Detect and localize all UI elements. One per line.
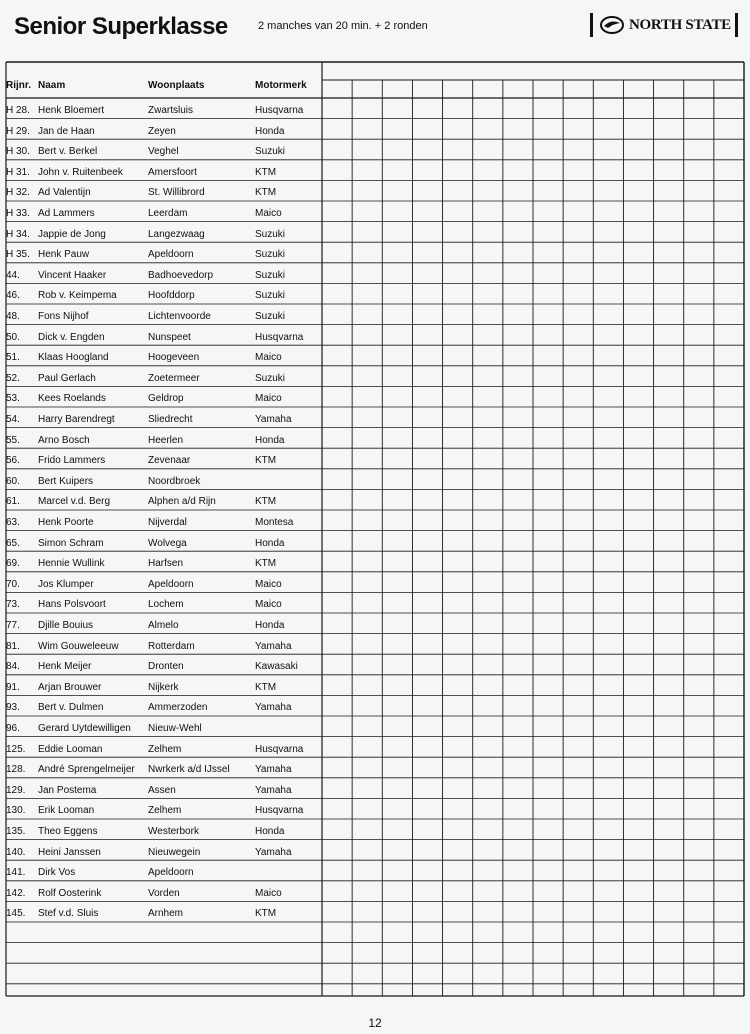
table-row — [0, 513, 322, 533]
rider-hometown: Nwrkerk a/d IJssel — [148, 764, 230, 776]
rider-name: Djille Bouius — [38, 620, 94, 631]
table-row — [0, 904, 322, 924]
rider-name: Dirk Vos — [38, 867, 76, 879]
page-title: Senior Superklasse — [14, 13, 228, 40]
rider-motorcycle: Honda — [255, 537, 285, 549]
rider-motorcycle: Maico — [255, 578, 282, 590]
rider-hometown: Zwartsluis — [148, 105, 194, 116]
rider-hometown: Sliedrecht — [148, 414, 193, 425]
rider-number: 44. — [6, 269, 20, 281]
table-row — [0, 410, 322, 430]
rider-name: Henk Bloemert — [38, 105, 105, 116]
sponsor-logo-text: NORTH STATE — [629, 16, 731, 33]
rider-motorcycle: Husqvarna — [255, 105, 304, 116]
table-row — [0, 369, 322, 389]
rider-hometown: Heerlen — [148, 434, 184, 446]
rider-motorcycle: Maico — [255, 599, 282, 611]
rider-number: 63. — [6, 517, 20, 528]
table-row — [0, 451, 322, 471]
table-row — [0, 698, 322, 718]
rider-name: Hans Polsvoort — [38, 599, 106, 611]
column-header-rijnr: Rijnr. — [6, 80, 32, 91]
rider-name: Jos Klumper — [38, 578, 94, 590]
rider-hometown: Nieuwegein — [148, 846, 201, 858]
rider-motorcycle: KTM — [255, 166, 277, 178]
rider-motorcycle: Yamaha — [255, 846, 292, 858]
rider-motorcycle: Honda — [255, 434, 285, 446]
table-row — [0, 595, 322, 615]
rider-number: 70. — [6, 578, 20, 590]
rider-name: Bert Kuipers — [38, 475, 94, 487]
rider-name: Bert v. Dulmen — [38, 702, 104, 714]
rider-motorcycle: Husqvarna — [255, 331, 304, 343]
rider-name: Stef v.d. Sluis — [38, 908, 99, 920]
rider-name: Henk Poorte — [38, 517, 94, 528]
rider-number: H 30. — [6, 146, 30, 158]
rider-hometown: Almelo — [148, 620, 179, 631]
table-row — [0, 307, 322, 327]
table-row — [0, 637, 322, 657]
rider-name: Simon Schram — [38, 537, 104, 549]
table-row — [0, 678, 322, 698]
rider-number: 93. — [6, 702, 20, 714]
rider-hometown: Apeldoorn — [148, 578, 194, 590]
table-row — [0, 163, 322, 183]
table-row — [0, 884, 322, 904]
rider-name: Arno Bosch — [38, 434, 90, 446]
rider-hometown: Hoofddorp — [148, 290, 195, 302]
rider-name: Heini Janssen — [38, 846, 101, 858]
column-header-motormerk: Motormerk — [255, 80, 307, 91]
rider-hometown: Nijverdal — [148, 517, 187, 528]
rider-hometown: Geldrop — [148, 393, 184, 405]
rider-name: Arjan Brouwer — [38, 681, 102, 693]
table-row — [0, 328, 322, 348]
rider-number: 61. — [6, 496, 20, 508]
rider-number: 135. — [6, 826, 26, 837]
rider-number: 51. — [6, 352, 20, 364]
rider-motorcycle: Suzuki — [255, 269, 286, 281]
rider-hometown: Vorden — [148, 887, 180, 899]
rider-motorcycle: KTM — [255, 187, 277, 199]
table-row — [0, 389, 322, 409]
table-row — [0, 142, 322, 162]
rider-hometown: St. Willibrord — [148, 187, 205, 199]
rider-hometown: Rotterdam — [148, 640, 195, 652]
rider-motorcycle: Suzuki — [255, 146, 286, 158]
rider-number: H 34. — [6, 228, 30, 240]
rider-number: 46. — [6, 290, 20, 302]
table-row — [0, 801, 322, 821]
table-row — [0, 472, 322, 492]
rider-number: 53. — [6, 393, 20, 405]
table-row — [0, 431, 322, 451]
rider-name: Paul Gerlach — [38, 372, 96, 384]
rider-hometown: Nunspeet — [148, 331, 191, 343]
rider-hometown: Apeldoorn — [148, 249, 194, 261]
rider-number: H 29. — [6, 125, 30, 137]
rider-name: Rolf Oosterink — [38, 887, 102, 899]
rider-name: John v. Ruitenbeek — [38, 166, 123, 178]
table-row — [0, 225, 322, 245]
rider-number: 96. — [6, 723, 20, 734]
rider-number: 129. — [6, 784, 26, 796]
table-row — [0, 348, 322, 368]
rider-name: Wim Gouweleeuw — [38, 640, 119, 652]
table-row — [0, 760, 322, 780]
table-row — [0, 554, 322, 574]
table-row — [0, 740, 322, 760]
rider-motorcycle: Yamaha — [255, 764, 292, 776]
rider-hometown: Zeyen — [148, 125, 176, 137]
rider-motorcycle: Honda — [255, 826, 285, 837]
rider-hometown: Westerbork — [148, 826, 199, 837]
rider-hometown: Dronten — [148, 661, 184, 673]
rider-motorcycle: KTM — [255, 908, 277, 920]
rider-motorcycle: Husqvarna — [255, 805, 304, 817]
rider-motorcycle: Suzuki — [255, 249, 286, 261]
rider-name: Eddie Looman — [38, 743, 103, 755]
rider-name: Jan Postema — [38, 784, 97, 796]
rider-motorcycle: Kawasaki — [255, 661, 298, 673]
column-header-naam: Naam — [38, 80, 66, 91]
rider-name: Bert v. Berkel — [38, 146, 98, 158]
rider-name: Henk Pauw — [38, 249, 90, 261]
rider-motorcycle: KTM — [255, 681, 277, 693]
rider-name: Erik Looman — [38, 805, 95, 817]
rider-number: 77. — [6, 620, 20, 631]
rider-number: H 32. — [6, 187, 30, 199]
rider-name: Jan de Haan — [38, 125, 95, 137]
rider-number: 142. — [6, 887, 26, 899]
rider-hometown: Alphen a/d Rijn — [148, 496, 216, 508]
table-row — [0, 122, 322, 142]
rider-number: 73. — [6, 599, 20, 611]
rider-name: Dick v. Engden — [38, 331, 105, 343]
rider-hometown: Zevenaar — [148, 455, 191, 467]
table-row — [0, 534, 322, 554]
rider-hometown: Arnhem — [148, 908, 184, 920]
rider-number: 91. — [6, 681, 20, 693]
rider-hometown: Badhoevedorp — [148, 269, 214, 281]
rider-number: 54. — [6, 414, 20, 425]
rider-name: Fons Nijhof — [38, 311, 89, 322]
rider-number: 81. — [6, 640, 20, 652]
column-header-woonplaats: Woonplaats — [148, 80, 205, 91]
rider-motorcycle: Honda — [255, 620, 285, 631]
rider-name: Jappie de Jong — [38, 228, 106, 240]
rider-number: 130. — [6, 805, 26, 817]
rider-name: Ad Valentijn — [38, 187, 91, 199]
rider-motorcycle: Suzuki — [255, 311, 286, 322]
rider-motorcycle: Yamaha — [255, 702, 292, 714]
rider-motorcycle: Honda — [255, 125, 285, 137]
rider-motorcycle: Yamaha — [255, 414, 292, 425]
rider-number: H 33. — [6, 208, 30, 219]
table-row — [0, 204, 322, 224]
rider-number: 141. — [6, 867, 26, 879]
rider-number: 140. — [6, 846, 26, 858]
rider-name: Theo Eggens — [38, 826, 98, 837]
rider-hometown: Nieuw-Wehl — [148, 723, 202, 734]
table-row — [0, 286, 322, 306]
table-row — [0, 822, 322, 842]
rider-number: 60. — [6, 475, 20, 487]
rider-motorcycle: Maico — [255, 208, 282, 219]
rider-name: André Sprengelmeijer — [38, 764, 135, 776]
rider-number: 65. — [6, 537, 20, 549]
rider-number: H 31. — [6, 166, 30, 178]
rider-name: Harry Barendregt — [38, 414, 115, 425]
rider-motorcycle: Suzuki — [255, 290, 286, 302]
page-number: 12 — [368, 1016, 382, 1030]
rider-motorcycle: Maico — [255, 352, 282, 364]
rider-number: 145. — [6, 908, 26, 920]
rider-number: 48. — [6, 311, 20, 322]
rider-name: Henk Meijer — [38, 661, 92, 673]
rider-hometown: Zoetermeer — [148, 372, 200, 384]
rider-motorcycle: Yamaha — [255, 784, 292, 796]
rider-hometown: Zelhem — [148, 805, 182, 817]
rider-hometown: Lichtenvoorde — [148, 311, 211, 322]
table-row — [0, 245, 322, 265]
rider-motorcycle: Montesa — [255, 517, 294, 528]
rider-name: Klaas Hoogland — [38, 352, 109, 364]
table-row — [0, 183, 322, 203]
race-format: 2 manches van 20 min. + 2 ronden — [258, 20, 428, 32]
rider-hometown: Veghel — [148, 146, 179, 158]
rider-hometown: Apeldoorn — [148, 867, 194, 879]
rider-motorcycle: Husqvarna — [255, 743, 304, 755]
rider-hometown: Nijkerk — [148, 681, 179, 693]
rider-hometown: Lochem — [148, 599, 184, 611]
rider-motorcycle: KTM — [255, 496, 277, 508]
table-row — [0, 843, 322, 863]
rider-motorcycle: KTM — [255, 558, 277, 570]
rider-hometown: Zelhem — [148, 743, 182, 755]
rider-hometown: Assen — [148, 784, 176, 796]
rider-number: H 35. — [6, 249, 30, 261]
rider-number: 69. — [6, 558, 20, 570]
rider-name: Marcel v.d. Berg — [38, 496, 111, 508]
rider-number: H 28. — [6, 105, 30, 116]
rider-hometown: Hoogeveen — [148, 352, 200, 364]
rider-motorcycle: Suzuki — [255, 228, 286, 240]
table-row — [0, 719, 322, 739]
rider-number: 50. — [6, 331, 20, 343]
rider-number: 52. — [6, 372, 20, 384]
rider-number: 84. — [6, 661, 20, 673]
rider-number: 128. — [6, 764, 26, 776]
table-row — [0, 492, 322, 512]
rider-motorcycle: KTM — [255, 455, 277, 467]
rider-name: Kees Roelands — [38, 393, 106, 405]
rider-name: Rob v. Keimpema — [38, 290, 117, 302]
rider-number: 125. — [6, 743, 26, 755]
table-row — [0, 101, 322, 121]
rider-motorcycle: Maico — [255, 887, 282, 899]
rider-name: Hennie Wullink — [38, 558, 105, 570]
rider-hometown: Leerdam — [148, 208, 188, 219]
rider-motorcycle: Suzuki — [255, 372, 286, 384]
rider-hometown: Wolvega — [148, 537, 187, 549]
table-row — [0, 863, 322, 883]
rider-motorcycle: Maico — [255, 393, 282, 405]
table-row — [0, 575, 322, 595]
rider-hometown: Langezwaag — [148, 228, 205, 240]
rider-name: Gerard Uytdewilligen — [38, 723, 131, 734]
rider-name: Frido Lammers — [38, 455, 106, 467]
rider-motorcycle: Yamaha — [255, 640, 292, 652]
rider-hometown: Amersfoort — [148, 166, 197, 178]
rider-number: 55. — [6, 434, 20, 446]
rider-name: Ad Lammers — [38, 208, 95, 219]
rider-hometown: Harfsen — [148, 558, 184, 570]
table-row — [0, 657, 322, 677]
table-row — [0, 266, 322, 286]
rider-number: 56. — [6, 455, 20, 467]
table-row — [0, 781, 322, 801]
table-row — [0, 616, 322, 636]
rider-hometown: Noordbroek — [148, 475, 201, 487]
rider-hometown: Ammerzoden — [148, 702, 208, 714]
rider-name: Vincent Haaker — [38, 269, 107, 281]
